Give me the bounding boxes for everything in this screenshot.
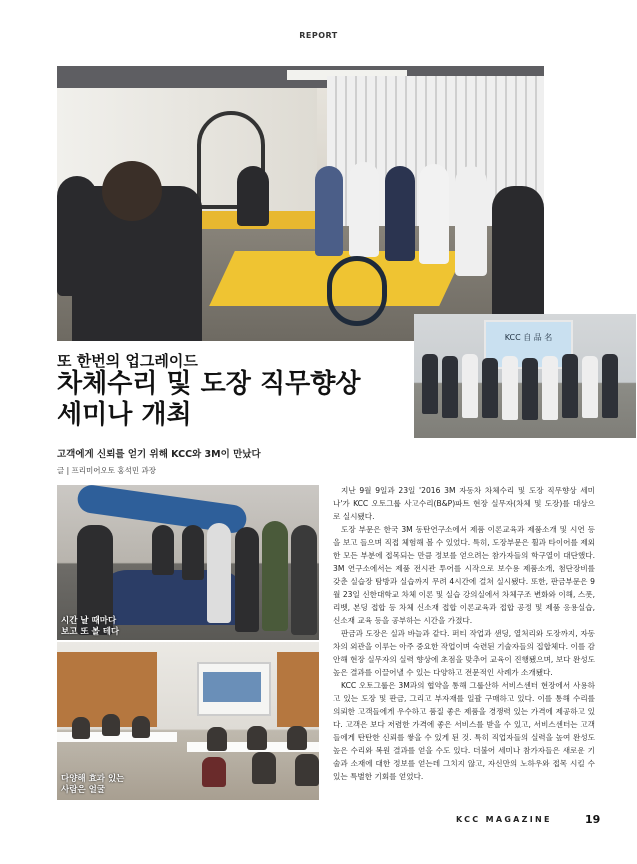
photo-person	[385, 166, 415, 261]
photo-attendee	[72, 717, 90, 739]
article-paragraph: 판금과 도장은 실과 바늘과 같다. 퍼티 작업과 샌딩, 열처리와 도장까지, 자동차의 외관을 이루는 아주 중요한 작업이며 숙련된 기술자들의 집합체다. 이를 감안해 현장 실무자의 실력 향상에 초점을 맞추어 교육이 진행됐으며, 보다 완성도 높은 결과를 이끌어낼 수 있는 다양하고 전문적인 사례가 소개됐다.	[333, 629, 595, 677]
caption-line: 사람은 얼굴	[61, 785, 106, 795]
photo-attendee	[202, 757, 226, 787]
photo-caption-bottom	[61, 774, 124, 796]
photo-person	[482, 358, 498, 418]
photo-person	[207, 523, 231, 623]
photo-attendee	[132, 716, 150, 738]
photo-person	[57, 176, 97, 296]
section-label: REPORT	[299, 31, 338, 40]
photo-person	[235, 527, 259, 632]
practice-photo	[57, 485, 319, 640]
photo-person	[455, 166, 487, 276]
article-paragraph: 지난 9월 9일과 23일 '2016 3M 자동차 차체수리 및 도장 직무향상 세미나'가 KCC 오토그룹 사고수리(B&P)파트 현장 실무자(차체 및 도장)를 대상으로 실시됐다.	[333, 486, 595, 521]
photo-person	[237, 166, 269, 226]
article-subtitle: 고객에게 신뢰를 얻기 위해 KCC와 3M이 만났다	[57, 449, 261, 460]
photo-caption-mid	[61, 616, 119, 638]
photo-person	[422, 354, 438, 414]
photo-person	[291, 525, 317, 635]
caption-line: 다양해 효과 있는	[61, 774, 125, 784]
article-paragraph: KCC 오토그룹은 3M과의 협약을 통해 그룹산하 서비스센터 현장에서 사용하고 있는 도장 및 판금, 그리고 부자재를 일괄 구매하고 있다. 이를 통해 수리를 의뢰한 고객들에게 우수하고 품질 좋은 제품을 경쟁력 있는 가격에 제공하고 있다. 고객은 보다 저렴한 가격에 좋은 서비스를 받을 수 있고, 서비스센터는 고객들에게 탄탄한 신뢰를 쌓을 수 있게 된 것. 특히 직업자들의 실력을 높여 완성도 높은 수리와 복원 결과를 얻을 수도 있다. 더불어 세미나 참가자들은 새로운 기술과 소재에 대한 정보를 얻는데 그치지 않고, 자신만의 노하우와 접목 시킬 수 있는 특별한 기회를 얻었다.	[333, 681, 595, 781]
photo-person	[315, 166, 343, 256]
article-title	[57, 369, 417, 431]
photo-attendee	[247, 726, 267, 750]
page-number: 19	[585, 813, 601, 826]
photo-person	[442, 356, 458, 418]
photo-person	[602, 354, 618, 418]
photo-attendee	[102, 714, 120, 736]
workshop-photo	[57, 66, 544, 341]
magazine-name: KCC MAGAZINE	[456, 815, 552, 824]
article-body	[333, 484, 595, 783]
photo-attendee	[252, 752, 276, 784]
photo-person	[542, 356, 558, 420]
photo-attendee	[287, 726, 307, 750]
photo-person	[502, 356, 518, 420]
photo-screen-text: KCC 自 品 名	[504, 333, 553, 342]
article-kicker: 또 한번의 업그레이드	[57, 352, 198, 370]
photo-person	[349, 162, 379, 257]
photo-projection	[203, 672, 261, 702]
group-photo	[414, 314, 636, 438]
article-title-line2: 세미나 개최	[57, 400, 192, 430]
photo-attendee	[207, 727, 227, 751]
caption-line: 보고 또 볼 테다	[61, 627, 120, 637]
photo-person	[262, 521, 288, 631]
photo-person-head	[102, 161, 162, 221]
photo-wood-wall	[277, 652, 319, 727]
article-title-line1: 차체수리 및 도장 직무향상	[57, 369, 361, 399]
photo-attendee	[295, 754, 319, 786]
photo-person	[522, 358, 538, 420]
photo-person	[182, 525, 204, 580]
photo-tire	[327, 256, 387, 326]
classroom-photo	[57, 642, 319, 800]
photo-person	[582, 356, 598, 418]
photo-person	[419, 164, 449, 264]
caption-line: 시간 날 때마다	[61, 616, 117, 626]
article-paragraph: 도장 부문은 한국 3M 동탄연구소에서 제품 이론교육과 제품소개 및 시연 등을 보고 들으며 직접 체험해 볼 수 있었다. 특히, 도장부문은 휠과 타이어를 제외한 모든 부분에 접목되는 만큼 정보를 얻으려는 참가자들의 학구열이 대단했다. 3M 연구소에서는 제품 전시관 투어를 시작으로 보수용 제품소개, 첨단장비를 갖춘 실습장 탐방과 실습까지 무려 4시간에 걸쳐 실시됐다. 또한, 판금부문은 9월 23일 신한대학교 차체 이론 및 실습 강의실에서 차체구조 변화와 이해, 스폿, 리벳, 본딩 접합 등 차체 신소재 접합 이론교육과 접합 공정 및 제품 응용실습, 신소재 교육 등을 공부하는 시간을 가졌다.	[333, 525, 595, 625]
article-byline: 글 | 프리미어오토 홍석민 과장	[57, 466, 157, 475]
photo-person	[462, 354, 478, 418]
photo-person	[152, 525, 174, 575]
photo-person	[562, 354, 578, 418]
